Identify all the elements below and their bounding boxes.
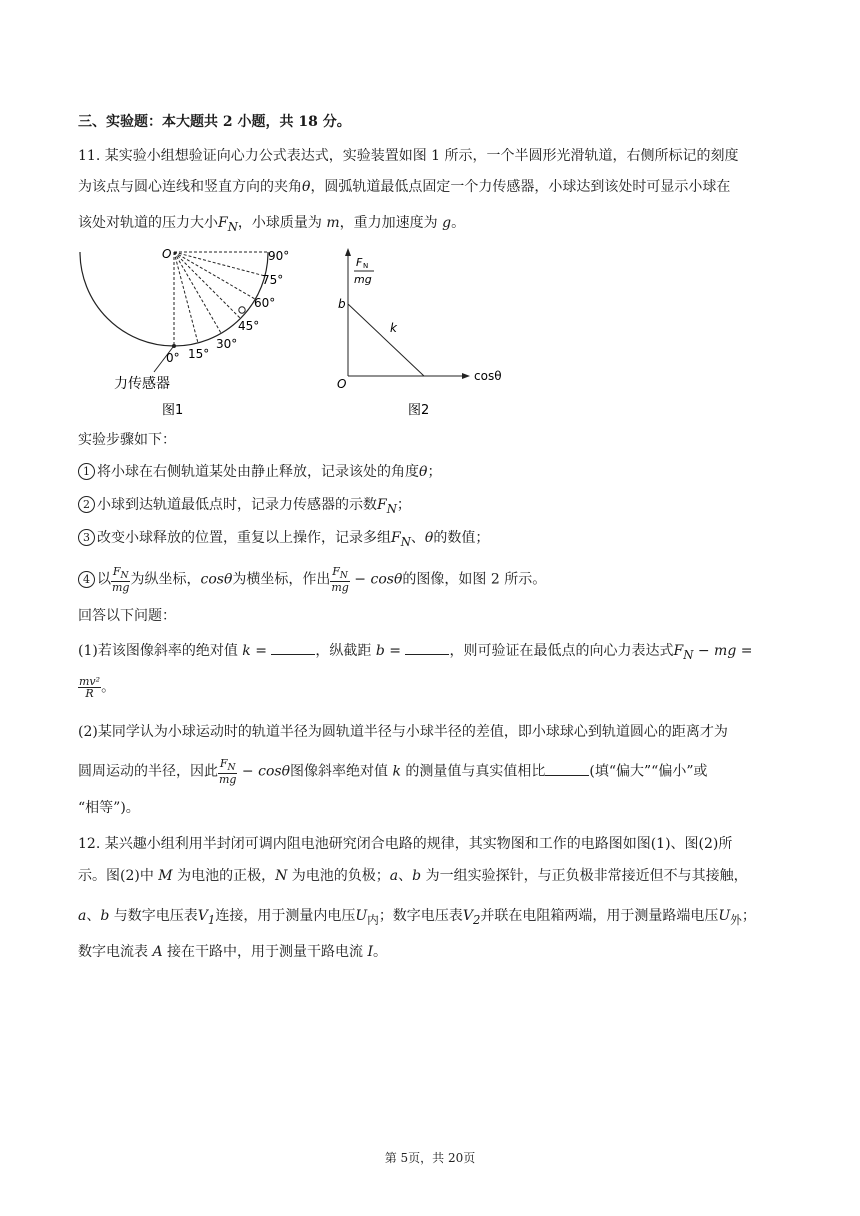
- fig2-y-label-top: F: [356, 256, 363, 269]
- fig2-y-label-bottom: mg: [354, 273, 372, 286]
- fig1-angle-90: 90°: [268, 249, 290, 263]
- q11-line3: 该处对轨道的压力大小$F_N$，小球质量为 m，重力加速度为 g。: [78, 215, 466, 234]
- step-3: 3 改变小球释放的位置，重复以上操作，记录多组$F_N$、θ的数值；: [78, 528, 800, 552]
- step-2: 2 小球到达轨道最低点时，记录力传感器的示数$F_N$；: [78, 495, 800, 519]
- step-4: 4 以 $\frac{F_N}{mg}$ 为纵坐标，cosθ为横坐标，作出 $\frac{F_N}{mg}$ − cosθ的图像，如图 2 所示。: [78, 566, 800, 593]
- part-1: (1)若该图像斜率的绝对值 k = ，纵截距 b = ，则可验证在最低点的向心力表达式$F_N$ − mg =: [78, 640, 800, 665]
- fig1-caption: 图1: [162, 403, 184, 418]
- figure-2-graph: [330, 244, 520, 420]
- figure-1-semicircular-track: [72, 244, 312, 420]
- fig1-angle-15: 15°: [188, 347, 210, 361]
- fig2-origin: O: [337, 377, 347, 391]
- fig1-angle-0: 0°: [166, 351, 180, 365]
- part-2-line1: (2)某同学认为小球运动时的轨道半径为圆轨道半径与小球半径的差值，即小球球心到轨道圆心的距离才为: [78, 724, 728, 740]
- part-2-line2: 圆周运动的半径，因此 $\frac{F_N}{mg}$ − cosθ图像斜率绝对值 k 的测量值与真实值相比 (填“偏大”“偏小”或: [78, 757, 708, 787]
- part-1-formula: $\frac{\text{mv²}}{R}$ 。: [79, 675, 116, 700]
- fig2-x-label: cosθ: [474, 369, 502, 383]
- fig1-angle-45: 45°: [238, 319, 260, 333]
- answer-title: 回答以下问题：: [78, 608, 176, 624]
- q11-line1: 11. 某实验小组想验证向心力公式表达式，实验装置如图 1 所示，一个半圆形光滑轨道，右侧所标记的刻度: [78, 148, 739, 164]
- steps-title: 实验步骤如下：: [78, 432, 176, 448]
- page-footer: 第 5页，共 20页: [384, 1151, 476, 1165]
- fig2-y-label-sub: N: [363, 262, 369, 270]
- fig1-angle-30: 30°: [216, 337, 238, 351]
- section-title: 三、实验题：本大题共 2 小题，共 18 分。: [78, 114, 351, 130]
- q11-line2: 为该点与圆心连线和竖直方向的夹角θ，圆弧轨道最低点固定一个力传感器，小球达到该处时可显示小球在: [78, 179, 731, 195]
- fig2-intercept-label: b: [338, 297, 346, 311]
- q12-line1: 12. 某兴趣小组利用半封闭可调内阻电池研究闭合电路的规律，其实物图和工作的电路图如图(1)、图(2)所: [78, 836, 733, 852]
- step-1: 1 将小球在右侧轨道某处由静止释放，记录该处的角度θ；: [78, 462, 800, 482]
- fig2-caption: 图2: [408, 403, 430, 418]
- fig1-angle-60: 60°: [254, 296, 276, 310]
- fig1-angle-75: 75°: [262, 273, 284, 287]
- fig1-center-label: O: [162, 247, 172, 261]
- q12-line2: 示。图(2)中 M 为电池的正极，N 为电池的负极；a、b 为一组实验探针，与正负极非常接近但不与其接触，: [78, 868, 748, 884]
- q12-line4: 数字电流表 A 接在干路中，用于测量干路电流 I。: [78, 944, 388, 960]
- part-2-line3: “相等”)。: [78, 800, 140, 816]
- fig1-sensor-label: 力传感器: [114, 376, 170, 392]
- fig2-slope-label: k: [390, 321, 397, 335]
- q12-line3: a、b 与数字电压表$V_1$连接，用于测量内电压$U_内$；数字电压表$V_2$并联在电阻箱两端，用于测量路端电压$U_外$；: [78, 908, 756, 927]
